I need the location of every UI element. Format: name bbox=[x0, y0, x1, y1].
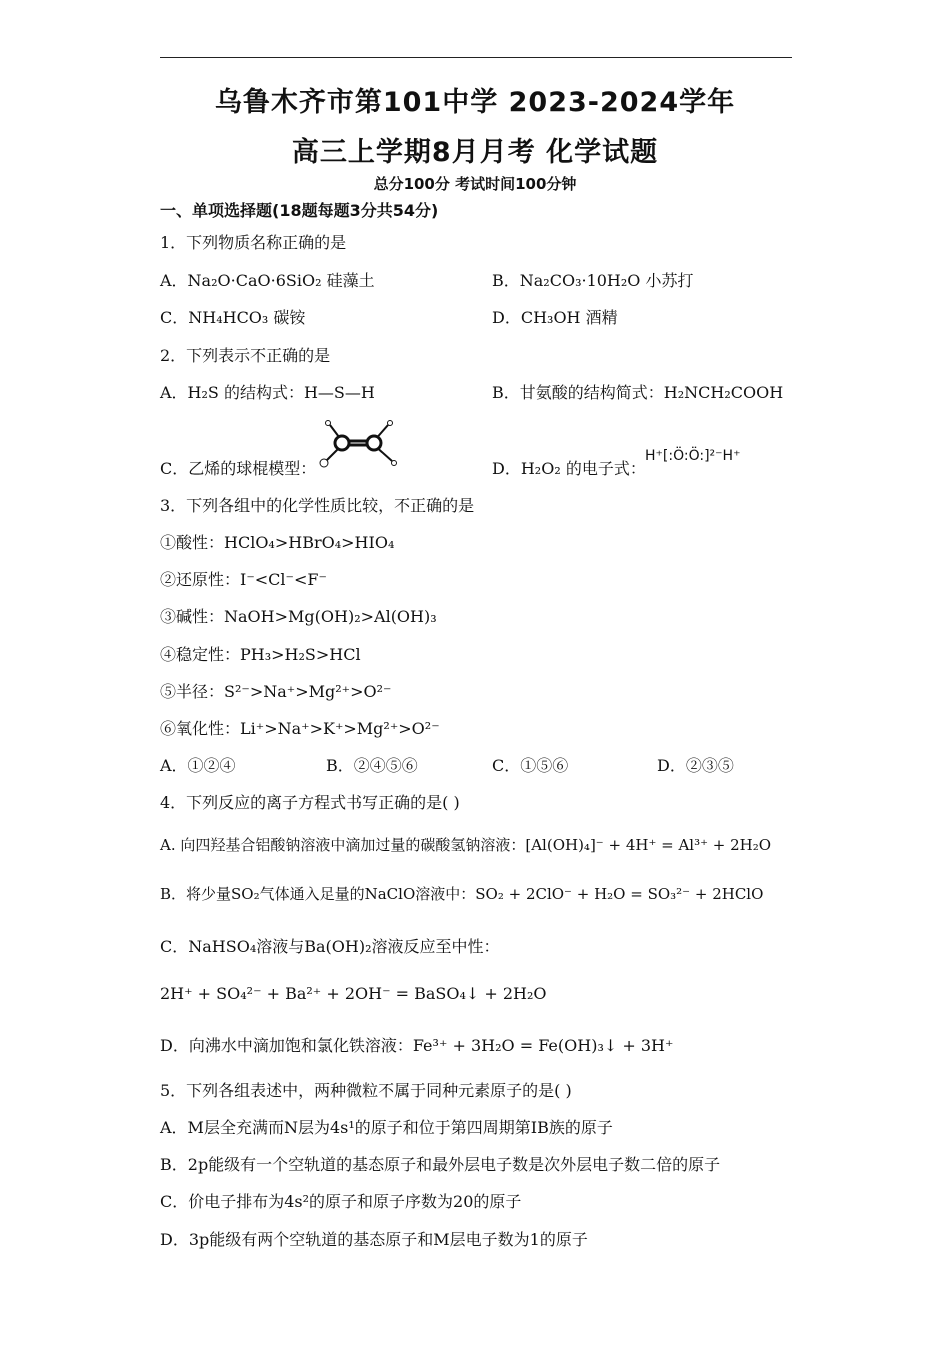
q4-option-c-equation: 2H⁺ + SO₄²⁻ + Ba²⁺ + 2OH⁻ = BaSO₄↓ + 2H₂O bbox=[160, 984, 547, 1003]
q5-option-d: D．3p能级有两个空轨道的基态原子和M层电子数为1的原子 bbox=[160, 1230, 588, 1249]
q5-option-b: B．2p能级有一个空轨道的基态原子和最外层电子数是次外层电子数二倍的原子 bbox=[160, 1155, 721, 1174]
q3-option-b: B．②④⑤⑥ bbox=[326, 756, 418, 775]
q1-option-c: C．NH₄HCO₃ 碳铵 bbox=[160, 308, 306, 327]
q1-option-b: B．Na₂CO₃·10H₂O 小苏打 bbox=[492, 271, 694, 290]
q1-option-d: D．CH₃OH 酒精 bbox=[492, 308, 618, 327]
exam-title: 乌鲁木齐市第101中学 2023-2024学年 bbox=[214, 87, 736, 118]
q2-option-a: A．H₂S 的结构式：H—S—H bbox=[160, 383, 375, 402]
q3-option-a: A．①②④ bbox=[160, 756, 236, 775]
q3-item-5: ⑤半径：S²⁻>Na⁺>Mg²⁺>O²⁻ bbox=[160, 682, 392, 701]
q3-item-6: ⑥氧化性：Li⁺>Na⁺>K⁺>Mg²⁺>O²⁻ bbox=[160, 719, 440, 738]
q4-option-d: D．向沸水中滴加饱和氯化铁溶液：Fe³⁺ + 3H₂O = Fe(OH)₃↓ + 3H⁺ bbox=[160, 1036, 674, 1055]
q5-stem: 5．下列各组表述中，两种微粒不属于同种元素原子的是( ) bbox=[160, 1081, 572, 1100]
q2-option-c: C．乙烯的球棍模型： bbox=[160, 459, 317, 478]
q3-stem: 3．下列各组中的化学性质比较，不正确的是 bbox=[160, 496, 475, 515]
header-rule bbox=[160, 57, 792, 58]
q3-item-3: ③碱性：NaOH>Mg(OH)₂>Al(OH)₃ bbox=[160, 607, 437, 626]
q4-option-b: B．将少量SO₂气体通入足量的NaClO溶液中：SO₂ + 2ClO⁻ + H₂O = SO₃²⁻ + 2HClO bbox=[160, 885, 764, 903]
q4-stem: 4．下列反应的离子方程式书写正确的是( ) bbox=[160, 793, 460, 812]
q5-option-c: C．价电子排布为4s²的原子和原子序数为20的原子 bbox=[160, 1192, 522, 1211]
q3-option-c: C．①⑤⑥ bbox=[492, 756, 569, 775]
q4-option-a: A. 向四羟基合铝酸钠溶液中滴加过量的碳酸氢钠溶液：[Al(OH)₄]⁻ + 4H⁺ = Al³⁺ + 2H₂O bbox=[160, 836, 772, 854]
section-heading: 一、单项选择题(18题每题3分共54分) bbox=[160, 201, 439, 220]
exam-info: 总分100分 考试时间100分钟 bbox=[373, 175, 577, 193]
q2-option-b: B．甘氨酸的结构简式：H₂NCH₂COOH bbox=[492, 383, 784, 402]
q3-option-d: D．②③⑤ bbox=[657, 756, 734, 775]
q1-option-a: A．Na₂O·CaO·6SiO₂ 硅藻土 bbox=[160, 271, 375, 290]
q1-stem: 1．下列物质名称正确的是 bbox=[160, 233, 347, 252]
q2-stem: 2．下列表示不正确的是 bbox=[160, 346, 331, 365]
ethylene-ball-stick-model bbox=[316, 417, 402, 469]
q3-item-1: ①酸性：HClO₄>HBrO₄>HIO₄ bbox=[160, 533, 395, 552]
exam-subtitle: 高三上学期8月月考 化学试题 bbox=[291, 137, 659, 168]
q3-item-4: ④稳定性：PH₃>H₂S>HCl bbox=[160, 645, 361, 664]
q2-option-d: D．H₂O₂ 的电子式： bbox=[492, 459, 646, 478]
q5-option-a: A．M层全充满而N层为4s¹的原子和位于第四周期第IB族的原子 bbox=[160, 1118, 613, 1137]
q3-item-2: ②还原性：I⁻<Cl⁻<F⁻ bbox=[160, 570, 327, 589]
q4-option-c: C．NaHSO₄溶液与Ba(OH)₂溶液反应至中性： bbox=[160, 937, 500, 956]
h2o2-electron-formula: H⁺[:Ö:Ö:]²⁻H⁺ bbox=[645, 448, 741, 464]
